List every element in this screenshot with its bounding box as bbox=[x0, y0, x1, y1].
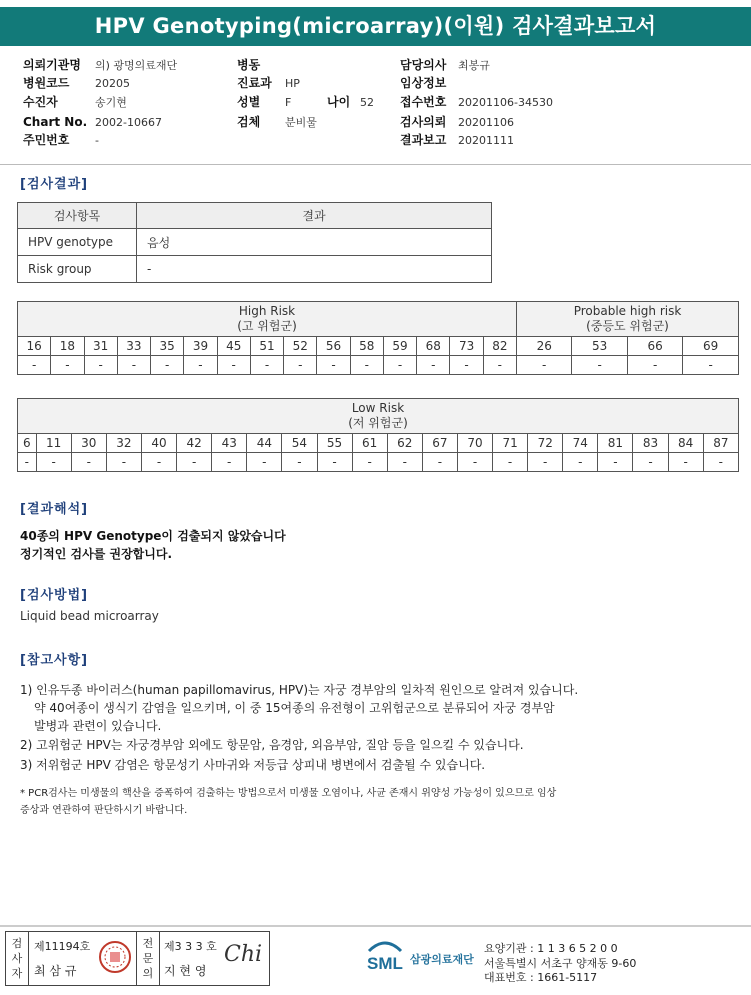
note-line: 발병과 관련이 있습니다. bbox=[34, 719, 162, 733]
genotype-result: - bbox=[450, 356, 483, 375]
info-request-date: 검사의뢰 20201106 bbox=[400, 115, 514, 129]
inst-code: 요양기관 : 1 1 3 6 5 2 0 0 bbox=[484, 942, 618, 955]
result-item: HPV genotype bbox=[18, 229, 137, 256]
doctor-label-cell bbox=[136, 932, 160, 985]
genotype-result: - bbox=[117, 356, 150, 375]
genotype-label: 61 bbox=[352, 434, 387, 453]
genotype-label: 84 bbox=[668, 434, 703, 453]
genotype-label: 83 bbox=[633, 434, 668, 453]
footnote-line: 증상과 연관하여 판단하시기 바랍니다. bbox=[20, 805, 188, 816]
genotype-label: 53 bbox=[572, 337, 627, 356]
genotype-result: - bbox=[350, 356, 383, 375]
genotype-result: - bbox=[141, 453, 176, 472]
genotype-result: - bbox=[84, 356, 117, 375]
genotype-result: - bbox=[177, 453, 212, 472]
tester-no: 제11194호 bbox=[34, 940, 91, 953]
phone: 대표번호 : 1661-5117 bbox=[484, 971, 598, 984]
genotype-label: 81 bbox=[598, 434, 633, 453]
genotype-label: 52 bbox=[284, 337, 317, 356]
genotype-result: - bbox=[683, 356, 739, 375]
info-dept: 진료과 HP bbox=[237, 76, 300, 90]
genotype-result: - bbox=[493, 453, 528, 472]
high-risk-header: High Risk (고 위험군) bbox=[18, 302, 517, 337]
genotype-result: - bbox=[563, 453, 598, 472]
genotype-result: - bbox=[317, 453, 352, 472]
genotype-label: 68 bbox=[417, 337, 450, 356]
genotype-result: - bbox=[212, 453, 247, 472]
genotype-result: - bbox=[18, 453, 37, 472]
genotype-label: 18 bbox=[51, 337, 84, 356]
tester-label-cell bbox=[6, 932, 29, 985]
genotype-label: 43 bbox=[212, 434, 247, 453]
genotype-result: - bbox=[417, 356, 450, 375]
note-line: 2) 고위험군 HPV는 자궁경부암 외에도 항문암, 음경암, 외음부암, 질암 등을 일으킬 수 있습니다. bbox=[20, 738, 524, 752]
genotype-result: - bbox=[352, 453, 387, 472]
genotype-label: 70 bbox=[457, 434, 492, 453]
genotype-result: - bbox=[422, 453, 457, 472]
genotype-label: 45 bbox=[217, 337, 250, 356]
genotype-result: - bbox=[247, 453, 282, 472]
result-header-result: 결과 bbox=[137, 203, 492, 229]
low-risk-types-row bbox=[18, 434, 739, 453]
doctor-no: 제3 3 3 호 bbox=[164, 940, 217, 953]
genotype-label: 40 bbox=[141, 434, 176, 453]
genotype-label: 33 bbox=[117, 337, 150, 356]
doctor-label: 전문의 bbox=[142, 937, 154, 980]
result-header-item: 검사항목 bbox=[18, 203, 137, 229]
genotype-label: 32 bbox=[106, 434, 141, 453]
genotype-result: - bbox=[151, 356, 184, 375]
section-result: [검사결과] bbox=[20, 177, 89, 192]
doctor-name: 지 현 영 bbox=[164, 964, 207, 978]
genotype-label: 87 bbox=[703, 434, 738, 453]
high-risk-values-row bbox=[18, 356, 739, 375]
note-line: 약 40여종이 생식기 감염을 일으키며, 이 중 15여종의 유전형이 고위험군으로 분류되어 자궁 경부암 bbox=[34, 701, 555, 715]
table-row bbox=[18, 256, 492, 283]
genotype-label: 71 bbox=[493, 434, 528, 453]
genotype-label: 51 bbox=[250, 337, 283, 356]
genotype-result: - bbox=[528, 453, 563, 472]
genotype-result: - bbox=[18, 356, 51, 375]
info-receipt-no: 접수번호 20201106-34530 bbox=[400, 95, 553, 109]
genotype-result: - bbox=[703, 453, 738, 472]
footer-divider bbox=[0, 925, 751, 927]
tester-label: 검사자 bbox=[11, 937, 23, 980]
genotype-label: 56 bbox=[317, 337, 350, 356]
section-notes: [참고사항] bbox=[20, 653, 89, 668]
genotype-result: - bbox=[71, 453, 106, 472]
header-divider bbox=[0, 164, 751, 165]
tester-name: 최 삼 규 bbox=[34, 964, 77, 978]
result-value: - bbox=[137, 256, 492, 283]
genotype-label: 66 bbox=[627, 337, 682, 356]
low-risk-values-row bbox=[18, 453, 739, 472]
genotype-label: 58 bbox=[350, 337, 383, 356]
info-clinical: 임상정보 bbox=[400, 76, 447, 90]
genotype-label: 69 bbox=[683, 337, 739, 356]
signature-box bbox=[5, 931, 270, 986]
info-patient: 수진자 송기현 bbox=[23, 95, 127, 109]
genotype-label: 30 bbox=[71, 434, 106, 453]
section-interpretation: [결과해석] bbox=[20, 502, 89, 517]
genotype-label: 59 bbox=[383, 337, 416, 356]
genotype-result: - bbox=[250, 356, 283, 375]
genotype-label: 74 bbox=[563, 434, 598, 453]
note-line: 3) 저위험군 HPV 감염은 항문성기 사마귀와 저등급 상피내 병변에서 검출될 수 있습니다. bbox=[20, 758, 486, 772]
footnote-line: * PCR검사는 미생물의 핵산을 증폭하여 검출하는 방법으로서 미생물 오염이나, 사균 존재시 위양성 가능성이 있으므로 임상 bbox=[20, 788, 557, 799]
genotype-result: - bbox=[51, 356, 84, 375]
genotype-result: - bbox=[668, 453, 703, 472]
genotype-result: - bbox=[36, 453, 71, 472]
genotype-label: 44 bbox=[247, 434, 282, 453]
table-row bbox=[18, 229, 492, 256]
genotype-result: - bbox=[483, 356, 516, 375]
report-title: HPV Genotyping(microarray)(이원) 검사결과보고서 bbox=[0, 7, 751, 46]
info-doctor: 담당의사 최봉규 bbox=[400, 58, 490, 72]
method-text: Liquid bead microarray bbox=[20, 609, 159, 623]
genotype-result: - bbox=[284, 356, 317, 375]
info-specimen: 검체 분비물 bbox=[237, 115, 317, 129]
low-risk-table bbox=[17, 398, 739, 472]
genotype-label: 26 bbox=[516, 337, 571, 356]
genotype-result: - bbox=[106, 453, 141, 472]
genotype-label: 82 bbox=[483, 337, 516, 356]
info-age: 나이 52 bbox=[327, 95, 374, 109]
info-requester: 의뢰기관명 의) 광명의료재단 bbox=[23, 58, 178, 72]
high-risk-table bbox=[17, 301, 739, 375]
info-chart-no: Chart No. 2002-10667 bbox=[23, 115, 162, 129]
genotype-result: - bbox=[572, 356, 627, 375]
official-seal-icon bbox=[98, 940, 132, 974]
low-risk-header: Low Risk (저 위험군) bbox=[18, 399, 739, 434]
genotype-result: - bbox=[184, 356, 217, 375]
interpretation-line: 정기적인 검사를 권장합니다. bbox=[20, 547, 173, 561]
genotype-result: - bbox=[383, 356, 416, 375]
genotype-result: - bbox=[387, 453, 422, 472]
result-table bbox=[17, 202, 492, 283]
info-ward: 병동 bbox=[237, 58, 261, 72]
section-method: [검사방법] bbox=[20, 588, 89, 603]
genotype-result: - bbox=[317, 356, 350, 375]
result-value: 음성 bbox=[137, 229, 492, 256]
genotype-result: - bbox=[627, 356, 682, 375]
genotype-result: - bbox=[516, 356, 571, 375]
genotype-label: 62 bbox=[387, 434, 422, 453]
probable-risk-header: Probable high risk (중등도 위험군) bbox=[516, 302, 738, 337]
genotype-label: 72 bbox=[528, 434, 563, 453]
genotype-label: 55 bbox=[317, 434, 352, 453]
note-line: 1) 인유두종 바이러스(human papillomavirus, HPV)는 자궁 경부암의 일차적 원인으로 알려져 있습니다. bbox=[20, 683, 579, 697]
address: 서울특별시 서초구 양재동 9-60 bbox=[484, 957, 637, 970]
sml-logo-icon bbox=[363, 937, 407, 973]
result-item: Risk group bbox=[18, 256, 137, 283]
genotype-result: - bbox=[282, 453, 317, 472]
genotype-result: - bbox=[633, 453, 668, 472]
info-sex: 성별 F bbox=[237, 95, 292, 109]
genotype-result: - bbox=[457, 453, 492, 472]
genotype-result: - bbox=[217, 356, 250, 375]
genotype-label: 73 bbox=[450, 337, 483, 356]
genotype-label: 31 bbox=[84, 337, 117, 356]
genotype-label: 16 bbox=[18, 337, 51, 356]
genotype-label: 11 bbox=[36, 434, 71, 453]
high-risk-types-row bbox=[18, 337, 739, 356]
logo-text: SML bbox=[367, 954, 403, 973]
genotype-label: 6 bbox=[18, 434, 37, 453]
genotype-label: 67 bbox=[422, 434, 457, 453]
org-name: 삼광의료재단 bbox=[410, 953, 474, 966]
interpretation-line: 40종의 HPV Genotype이 검출되지 않았습니다 bbox=[20, 529, 286, 543]
genotype-label: 35 bbox=[151, 337, 184, 356]
info-report-date: 결과보고 20201111 bbox=[400, 133, 514, 147]
doctor-signature: Chi bbox=[224, 942, 263, 967]
genotype-result: - bbox=[598, 453, 633, 472]
genotype-label: 54 bbox=[282, 434, 317, 453]
genotype-label: 42 bbox=[177, 434, 212, 453]
info-id-no: 주민번호 - bbox=[23, 133, 99, 147]
genotype-label: 39 bbox=[184, 337, 217, 356]
info-hospital-code: 병원코드 20205 bbox=[23, 76, 130, 90]
